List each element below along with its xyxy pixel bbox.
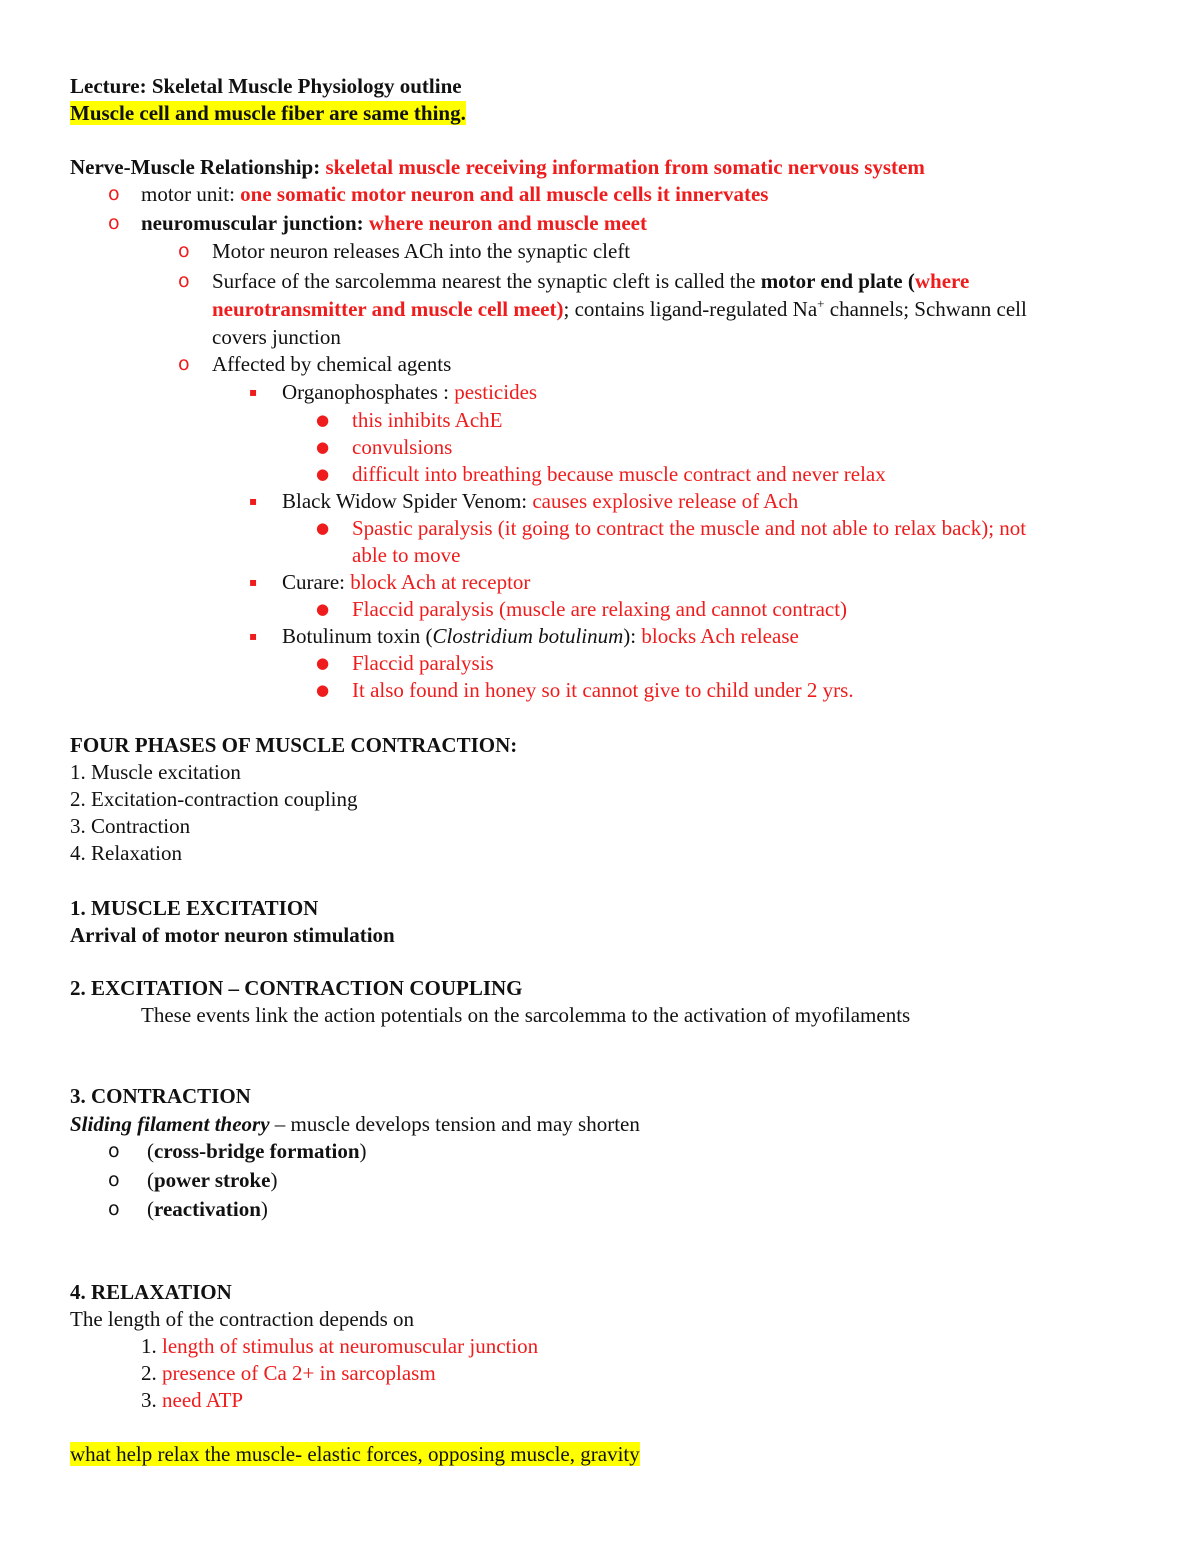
phase-item: 1. Muscle excitation [70,760,241,784]
step-label: reactivation [154,1197,261,1221]
bullet-o-icon: o [108,1198,120,1220]
bullet-o-icon: o [178,353,190,375]
curare-label: Curare: [282,570,351,594]
organophosphates-effect-2: convulsions [352,435,453,459]
coupling-text: These events link the action potentials on the sarcolemma to the activation of myofilaments [141,1003,911,1027]
contraction-step [147,1196,268,1222]
nerve-muscle-line [70,154,925,180]
organophosphates-line [282,379,537,405]
sliding-filament-line [70,1111,640,1137]
paren-open: ( [147,1168,154,1192]
paren-open: ( [147,1139,154,1163]
bullet-o-icon: o [108,212,120,234]
nmj-sub-1: Motor neuron releases ACh into the synaptic cleft [212,239,631,263]
contraction-heading: 3. CONTRACTION [70,1084,251,1108]
square-bullet-icon: ▪ [249,385,258,399]
nmj-sub-2-line-2 [212,296,1027,322]
dot-bullet-icon: ● [316,519,330,537]
black-widow-effect-line-2: able to move [352,543,461,567]
dot-bullet-icon: ● [316,438,330,456]
botulinum-species: Clostridium botulinum [432,624,624,648]
motor-unit-label: motor unit: [141,182,235,206]
dot-bullet-icon: ● [316,654,330,672]
sub2-sup: + [817,296,825,311]
sub2-text-a: Surface of the sarcolemma nearest the synaptic cleft is called the [212,269,761,293]
item-text: length of stimulus at neuromuscular junction [162,1334,539,1358]
phases-heading: FOUR PHASES OF MUSCLE CONTRACTION: [70,733,518,757]
excitation-heading: 1. MUSCLE EXCITATION [70,896,319,920]
bullet-o-icon: o [108,183,120,205]
dot-bullet-icon: ● [316,600,330,618]
bullet-o-icon: o [108,1169,120,1191]
paren-close: ) [359,1139,367,1163]
sub2-text-e: ; contains ligand-regulated Na [563,297,818,321]
organophosphates-def: pesticides [454,380,538,404]
nerve-muscle-label: Nerve-Muscle Relationship: [70,155,321,179]
item-number: 2. [141,1361,157,1385]
relaxation-item [141,1333,538,1359]
sub2-where: where [914,269,970,293]
highlight-text: Muscle cell and muscle fiber are same thing. [70,101,466,125]
relaxation-item [141,1387,243,1413]
square-bullet-icon: ▪ [249,494,258,508]
item-number: 3. [141,1388,157,1412]
botulinum-def: blocks Ach release [641,624,799,648]
item-number: 1. [141,1334,157,1358]
bullet-o-icon: o [178,240,190,262]
phase-item: 3. Contraction [70,814,191,838]
curare-line [282,569,530,595]
highlight-note [70,100,466,126]
sliding-filament-def: – muscle develops tension and may shorten [269,1112,640,1136]
square-bullet-icon: ▪ [249,629,258,643]
dot-bullet-icon: ● [316,465,330,483]
sub2-text-f: channels; Schwann cell [824,297,1027,321]
black-widow-effect-line-1: Spastic paralysis (it going to contract the muscle and not able to relax back); not [352,516,1027,540]
botulinum-line [282,623,799,649]
paren-open: ( [147,1197,154,1221]
nmj-sub-3: Affected by chemical agents [212,352,452,376]
page-title: Lecture: Skeletal Muscle Physiology outline [70,74,462,98]
item-text: presence of Ca 2+ in sarcoplasm [162,1361,436,1385]
nmj-line [141,210,647,236]
step-label: cross-bridge formation [154,1139,360,1163]
sliding-filament-term: Sliding filament theory [70,1112,270,1136]
bullet-o-icon: o [108,1140,120,1162]
nmj-label: neuromuscular junction: [141,211,364,235]
nmj-sub-2-line-3: covers junction [212,325,341,349]
paren-close: ) [260,1197,268,1221]
relaxation-intro: The length of the contraction depends on [70,1307,415,1331]
relaxation-item [141,1360,436,1386]
black-widow-line [282,488,798,514]
bullet-o-icon: o [178,270,190,292]
motor-end-plate-term: motor end plate ( [760,269,915,293]
paren-close: ) [270,1168,278,1192]
organophosphates-label: Organophosphates : [282,380,455,404]
square-bullet-icon: ▪ [249,575,258,589]
dot-bullet-icon: ● [316,681,330,699]
botulinum-effect-1: Flaccid paralysis [352,651,494,675]
relaxation-note [70,1441,640,1467]
botulinum-label-c: ): [623,624,642,648]
coupling-heading: 2. EXCITATION – CONTRACTION COUPLING [70,976,523,1000]
excitation-subheading: Arrival of motor neuron stimulation [70,923,395,947]
nmj-def: where neuron and muscle meet [363,211,647,235]
nerve-muscle-def: skeletal muscle receiving information from somatic nervous system [320,155,925,179]
organophosphates-effect-1: this inhibits AchE [352,408,503,432]
sub2-red-def: neurotransmitter and muscle cell meet) [212,297,564,321]
organophosphates-effect-3: difficult into breathing because muscle contract and never relax [352,462,886,486]
item-text: need ATP [162,1388,244,1412]
black-widow-label: Black Widow Spider Venom: [282,489,533,513]
botulinum-label-a: Botulinum toxin ( [282,624,433,648]
dot-bullet-icon: ● [316,411,330,429]
curare-def: block Ach at receptor [350,570,531,594]
step-label: power stroke [154,1168,271,1192]
phase-item: 4. Relaxation [70,841,182,865]
curare-effect-1: Flaccid paralysis (muscle are relaxing and cannot contract) [352,597,848,621]
contraction-step [147,1138,367,1164]
nmj-sub-2-line-1 [212,268,969,294]
botulinum-effect-2: It also found in honey so it cannot give to child under 2 yrs. [352,678,854,702]
black-widow-def: causes explosive release of Ach [532,489,799,513]
relaxation-note-text: what help relax the muscle- elastic forces, opposing muscle, gravity [70,1442,640,1466]
motor-unit-def: one somatic motor neuron and all muscle cells it innervates [234,182,769,206]
relaxation-heading: 4. RELAXATION [70,1280,232,1304]
motor-unit-line [141,181,768,207]
phase-item: 2. Excitation-contraction coupling [70,787,358,811]
contraction-step [147,1167,277,1193]
